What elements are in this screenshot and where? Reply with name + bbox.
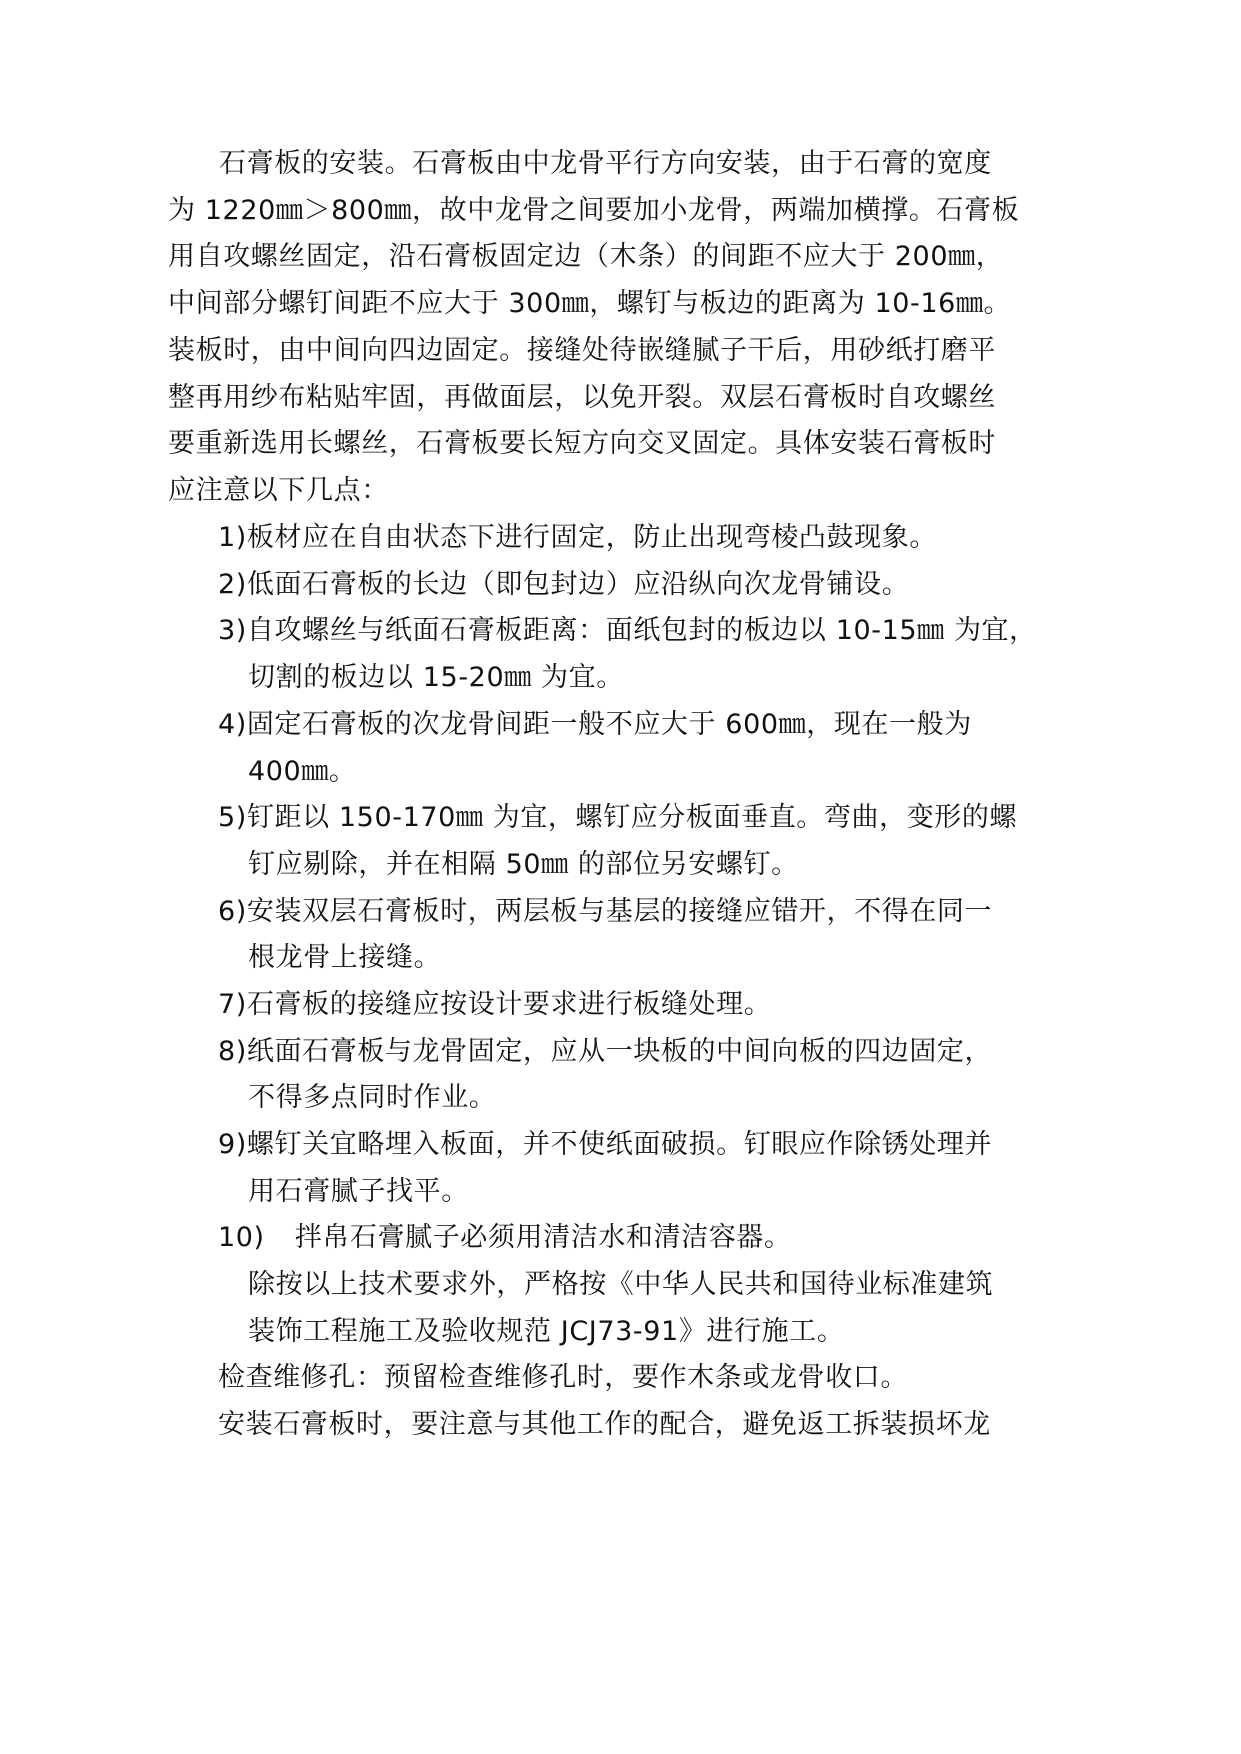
list-item-9-cont: 用石膏腻子找平。	[248, 1176, 469, 1207]
list-item-text: 安装双层石膏板时，两层板与基层的接缝应错开，不得在同一	[246, 896, 993, 927]
list-item-5	[218, 800, 1017, 836]
list-item-8	[218, 1034, 992, 1070]
closing-line-2: 装饰工程施工及验收规范 JCJ73-91》进行施工。	[248, 1316, 845, 1347]
list-item-number: 6)	[218, 896, 247, 927]
intro-line-1: 石膏板的安装。石膏板由中龙骨平行方向安装，由于石膏的宽度	[219, 148, 992, 179]
intro-line-6: 整再用纱布粘贴牢固，再做面层，以免开裂。双层石膏板时自攻螺丝	[168, 382, 996, 413]
intro-line-5: 装板时，由中间向四边固定。接缝处待嵌缝腻子干后，用砂纸打磨平	[168, 335, 996, 366]
list-item-text: 自攻螺丝与纸面石膏板距离：面纸包封的板边以 10-15㎜ 为宜，	[246, 615, 1037, 646]
list-item-3-cont: 切割的板边以 15-20㎜ 为宜。	[248, 662, 624, 693]
list-item-number: 3)	[218, 615, 247, 646]
list-item-text: 石膏板的接缝应按设计要求进行板缝处理。	[246, 989, 772, 1020]
list-item-text: 低面石膏板的长边（即包封边）应沿纵向次龙骨铺设。	[246, 569, 910, 600]
list-item-text: 固定石膏板的次龙骨间距一般不应大于 600㎜，现在一般为	[246, 709, 972, 740]
list-item-text: 拌帛石膏腻子必须用清洁水和清洁容器。	[294, 1222, 792, 1253]
list-item-number: 1)	[218, 522, 247, 553]
list-item-1	[218, 520, 937, 556]
list-item-3	[218, 613, 1037, 649]
list-item-6	[218, 894, 992, 930]
list-item-10	[218, 1220, 792, 1256]
intro-line-4: 中间部分螺钉间距不应大于 300㎜，螺钉与板边的距离为 10-16㎜。	[168, 288, 1012, 319]
list-item-4	[218, 707, 972, 743]
list-item-number: 7)	[218, 989, 247, 1020]
list-item-text: 钉距以 150-170㎜ 为宜，螺钉应分板面垂直。弯曲，变形的螺	[246, 802, 1018, 833]
list-item-2	[218, 567, 909, 603]
list-item-4-cont: 400㎜。	[248, 756, 357, 787]
intro-line-8: 应注意以下几点：	[168, 475, 389, 506]
list-item-text: 纸面石膏板与龙骨固定，应从一块板的中间向板的四边固定，	[246, 1036, 993, 1067]
closing-line-1: 除按以上技术要求外，严格按《中华人民共和国待业标准建筑	[248, 1269, 994, 1300]
closing-line-4: 安装石膏板时，要注意与其他工作的配合，避免返工拆装损坏龙	[218, 1409, 991, 1440]
intro-line-3: 用自攻螺丝固定，沿石膏板固定边（木条）的间距不应大于 200㎜，	[168, 241, 1004, 272]
list-item-number: 9)	[218, 1129, 247, 1160]
list-item-number: 5)	[218, 802, 247, 833]
list-item-text: 板材应在自由状态下进行固定，防止出现弯棱凸鼓现象。	[246, 522, 937, 553]
list-item-8-cont: 不得多点同时作业。	[248, 1082, 497, 1113]
list-item-text: 螺钉关宜略埋入板面，并不使纸面破损。钉眼应作除锈处理并	[246, 1129, 993, 1160]
closing-line-3: 检查维修孔：预留检查维修孔时，要作木条或龙骨收口。	[218, 1362, 908, 1393]
list-item-7	[218, 987, 771, 1023]
list-item-number: 2)	[218, 569, 247, 600]
list-item-number: 10)	[218, 1222, 265, 1253]
intro-line-2: 为 1220㎜＞800㎜，故中龙骨之间要加小龙骨，两端加横撑。石膏板	[168, 195, 1020, 226]
list-item-6-cont: 根龙骨上接缝。	[248, 942, 442, 973]
list-item-9	[218, 1127, 992, 1163]
list-item-number: 8)	[218, 1036, 247, 1067]
intro-line-7: 要重新选用长螺丝，石膏板要长短方向交叉固定。具体安装石膏板时	[168, 428, 996, 459]
list-item-5-cont: 钉应剔除，并在相隔 50㎜ 的部位另安螺钉。	[248, 849, 799, 880]
list-item-number: 4)	[218, 709, 247, 740]
